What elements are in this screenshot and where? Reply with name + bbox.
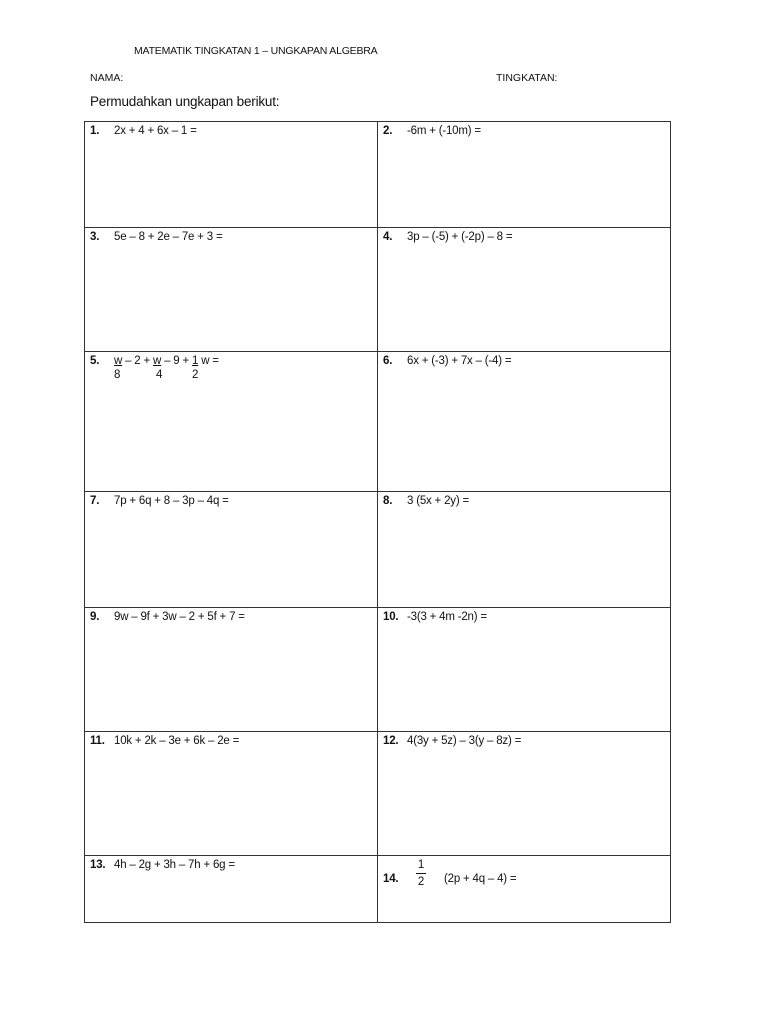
question-expression: 3p – (-5) + (-2p) – 8 = — [407, 231, 513, 243]
question-row — [85, 352, 671, 492]
question-cell-6 — [378, 352, 671, 492]
fraction-numerator: w — [114, 355, 123, 367]
question-number: 11. — [90, 735, 105, 747]
fraction-denominator: 2 — [417, 876, 425, 888]
fraction-bar — [416, 873, 426, 874]
question-cell-10 — [378, 608, 671, 732]
fraction-numerator: w — [153, 355, 162, 367]
half-fraction — [415, 858, 427, 889]
question-expression: -3(3 + 4m -2n) = — [407, 611, 487, 623]
question-number: 9. — [90, 611, 100, 623]
question-cell-11 — [85, 732, 378, 856]
question-expression: 5e – 8 + 2e – 7e + 3 = — [114, 231, 223, 243]
question-number: 10. — [383, 611, 399, 623]
question-number: 2. — [383, 125, 393, 137]
expression-part: – 9 + — [161, 355, 192, 367]
fraction-numerator: 1 — [417, 859, 425, 871]
fraction-denominator: 2 — [192, 369, 199, 381]
fraction-denominator: 4 — [156, 369, 163, 381]
question-cell-1 — [85, 122, 378, 228]
question-cell-9 — [85, 608, 378, 732]
question-expression — [114, 355, 219, 367]
question-number: 1. — [90, 125, 100, 137]
question-expression: 6x + (-3) + 7x – (-4) = — [407, 355, 512, 367]
question-cell-4 — [378, 228, 671, 352]
expression-part: – 2 + — [122, 355, 153, 367]
question-expression: 7p + 6q + 8 – 3p – 4q = — [114, 495, 229, 507]
question-cell-13 — [85, 856, 378, 923]
question-table — [84, 121, 671, 923]
question-number: 4. — [383, 231, 393, 243]
question-expression: 9w – 9f + 3w – 2 + 5f + 7 = — [114, 611, 245, 623]
question-cell-8 — [378, 492, 671, 608]
question-cell-12 — [378, 732, 671, 856]
question-expression: -6m + (-10m) = — [407, 125, 481, 137]
question-expression: 2x + 4 + 6x – 1 = — [114, 125, 197, 137]
question-number: 6. — [383, 355, 393, 367]
question-row — [85, 732, 671, 856]
fraction-numerator: 1 — [192, 355, 199, 367]
question-number: 12. — [383, 735, 399, 747]
question-row — [85, 856, 671, 923]
form-label: TINGKATAN: — [496, 72, 558, 84]
question-expression: 4(3y + 5z) – 3(y – 8z) = — [407, 735, 522, 747]
question-number: 13. — [90, 859, 106, 871]
question-row — [85, 122, 671, 228]
fraction-denominators — [114, 369, 214, 383]
question-cell-2 — [378, 122, 671, 228]
question-expression: 10k + 2k – 3e + 6k – 2e = — [114, 735, 240, 747]
question-row — [85, 228, 671, 352]
name-label: NAMA: — [90, 72, 124, 84]
question-number: 14. — [383, 873, 399, 885]
question-expression: 3 (5x + 2y) = — [407, 495, 469, 507]
expression-part: w = — [198, 355, 219, 367]
worksheet-title: MATEMATIK TINGKATAN 1 – UNGKAPAN ALGEBRA — [134, 45, 378, 57]
question-cell-3 — [85, 228, 378, 352]
question-row — [85, 492, 671, 608]
question-number: 3. — [90, 231, 100, 243]
question-cell-7 — [85, 492, 378, 608]
question-number: 7. — [90, 495, 100, 507]
question-number: 8. — [383, 495, 393, 507]
question-expression: (2p + 4q – 4) = — [444, 873, 517, 885]
question-row — [85, 608, 671, 732]
question-number: 5. — [90, 355, 100, 367]
question-cell-5 — [85, 352, 378, 492]
question-cell-14 — [378, 856, 671, 923]
question-expression: 4h – 2g + 3h – 7h + 6g = — [114, 859, 235, 871]
fraction-denominator: 8 — [114, 369, 121, 381]
instruction-text: Permudahkan ungkapan berikut: — [90, 94, 280, 109]
